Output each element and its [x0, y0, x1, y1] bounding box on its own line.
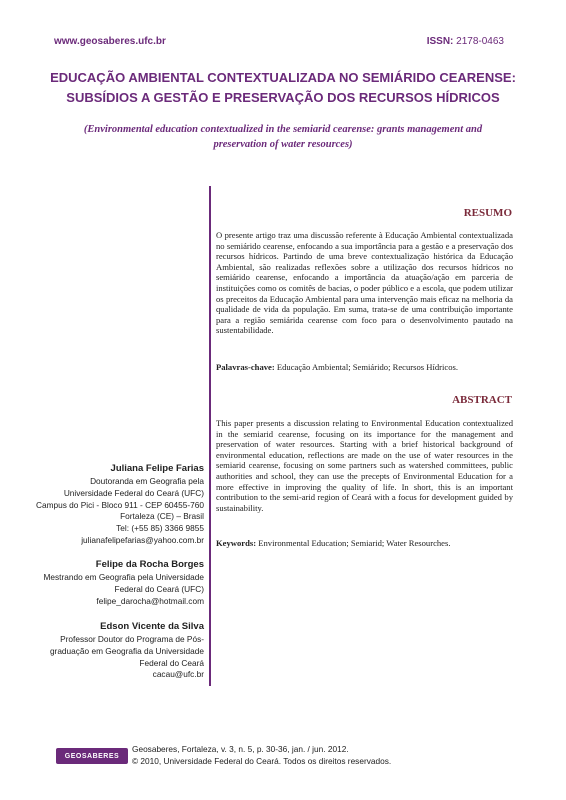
geosaberes-logo	[56, 748, 128, 764]
title-line-1: EDUCAÇÃO AMBIENTAL CONTEXTUALIZADA NO SEMIÁRIDO CEARENSE:	[50, 70, 516, 85]
author-email[interactable]: julianafelipefarias@yahoo.com.br	[81, 534, 204, 545]
resumo-text: O presente artigo traz uma discussão referente à Educação Ambiental contextualizada no semiárido cearense, enfocando a sua importância para a gestão e a preservação dos recursos hídricos. Partindo de uma breve contextualização histórica da Educação Ambiental, são realizadas reflexões sobre a utilização dos recursos hídricos no semiárido cearense, enfocando a importância da atuação/ação em parceria de instituições como os comitês de bacias, o poder público e a escola, que podem utilizar os preceitos da Educação Ambiental para uma intervenção mais eficaz na melhoria da qualidade de vida da população. Em suma, trata-se de uma contribuição importante para a região semiárida cearense com foco para o desenvolvimento pautado na sustentabilidade.	[216, 230, 513, 336]
author-name: Edson Vicente da Silva	[100, 621, 204, 632]
article-subtitle	[50, 122, 516, 152]
abstract-text: This paper presents a discussion relating to Environmental Education contextualized in the semiarid cearense, focusing on its importance for the management and preservation of water resources. Starting with a brief historical background of environmental education, reflections are made on the use of water resources in the semiarid cearense, focusing on some partners such as watershed committees, public authorities and school, they can use the precepts of Environmental Education for a more effective in improving the quality of life. In short, this is an important contribution to the semi-arid region of Ceará with a focus for development guided by sustainability.	[216, 418, 513, 513]
resumo-keywords-value: Educação Ambiental; Semiárido; Recursos Hídricos.	[276, 362, 459, 372]
subtitle-line-1: (Environmental education contextualized in the semiarid cearense: grants management and	[83, 124, 483, 135]
author-line: Fortaleza (CE) – Brasil	[120, 511, 204, 522]
author-email[interactable]: cacau@ufc.br	[152, 669, 204, 680]
author-line: Federal do Ceará (UFC)	[114, 583, 204, 594]
issn	[427, 36, 504, 47]
subtitle-line-2: preservation of water resources)	[213, 139, 353, 150]
abstract-keywords	[216, 538, 513, 549]
footer-citation: Geosaberes, Fortaleza, v. 3, n. 5, p. 30-36, jan. / jun. 2012.	[132, 744, 349, 754]
author-line: Professor Doutor do Programa de Pós-	[60, 634, 204, 644]
author-line: Universidade Federal do Ceará (UFC)	[63, 487, 204, 498]
author-name: Juliana Felipe Farias	[110, 463, 204, 474]
logo-text: GEOSABERES	[64, 752, 120, 760]
author-name: Felipe da Rocha Borges	[95, 559, 204, 570]
resumo-heading: RESUMO	[463, 207, 512, 219]
footer-copyright: © 2010, Universidade Federal do Ceará. Todos os direitos reservados.	[132, 755, 392, 766]
divider-line	[209, 186, 211, 686]
issn-label: ISSN:	[426, 36, 454, 47]
resumo-keywords-label: Palavras-chave:	[216, 362, 275, 372]
abstract-keywords-value: Environmental Education; Semiarid; Water Resourches.	[258, 538, 451, 548]
author-block-3	[50, 620, 204, 681]
footer	[132, 744, 391, 767]
title-line-2: SUBSÍDIOS A GESTÃO E PRESERVAÇÃO DOS RECURSOS HÍDRICOS	[66, 90, 500, 105]
author-line: Mestrando em Geografia pela Universidade	[43, 572, 204, 582]
abstract-keywords-label: Keywords:	[216, 538, 257, 548]
author-line: Federal do Ceará	[139, 657, 204, 668]
author-email[interactable]: felipe_darocha@hotmail.com	[96, 595, 204, 606]
author-line: Tel: (+55 85) 3366 9855	[116, 523, 204, 534]
author-line: Doutoranda em Geografia pela	[90, 476, 204, 486]
article-title	[40, 68, 526, 108]
author-line: Campus do Pici - Bloco 911 - CEP 60455-760	[35, 499, 204, 510]
author-block-2	[44, 558, 205, 607]
issn-value: 2178-0463	[456, 36, 504, 47]
resumo-keywords	[216, 362, 513, 373]
site-url[interactable]: www.geosaberes.ufc.br	[54, 36, 166, 47]
abstract-heading: ABSTRACT	[452, 394, 512, 406]
author-line: graduação em Geografia da Universidade	[49, 645, 204, 656]
author-block-1	[36, 462, 204, 547]
